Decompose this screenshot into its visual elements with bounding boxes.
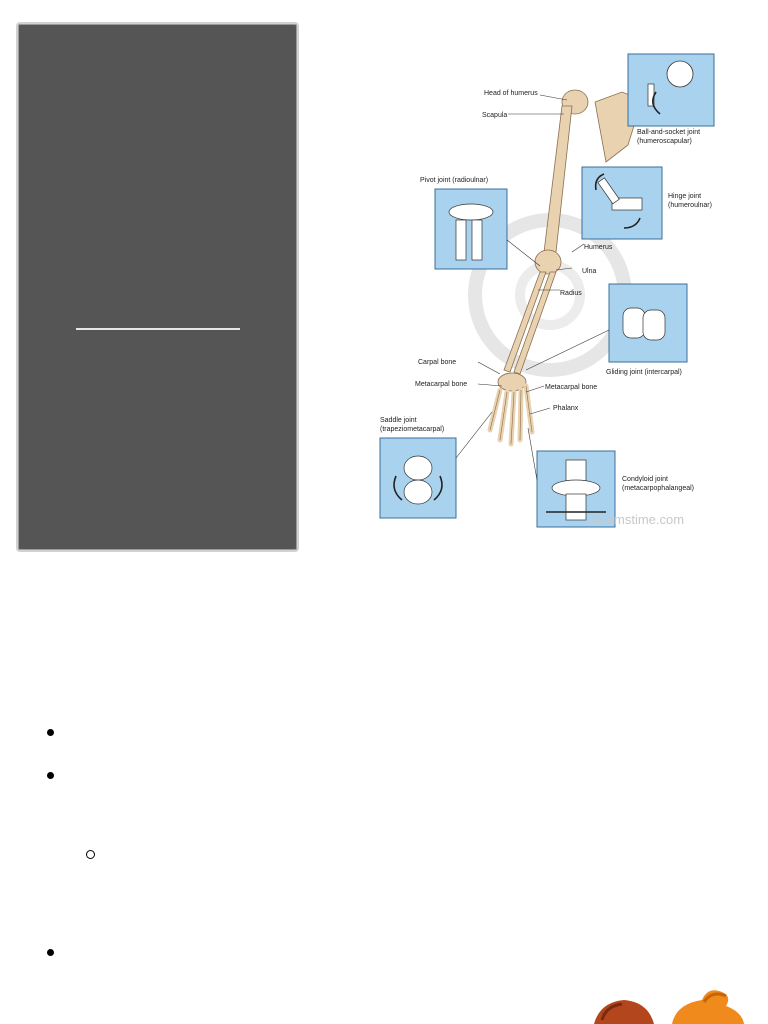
label-head-of-humerus: Head of humerus — [484, 90, 538, 97]
pivot-panel — [435, 189, 507, 269]
dark-placeholder-card — [16, 22, 299, 552]
label-phalanx: Phalanx — [553, 405, 579, 412]
label-ulna: Ulna — [582, 268, 597, 275]
list-bullet-3 — [47, 949, 54, 956]
label-metacarpal-left: Metacarpal bone — [415, 381, 468, 388]
label-carpal: Carpal bone — [418, 359, 457, 366]
arm-joints-illustration — [360, 40, 740, 540]
finger-bones — [490, 386, 532, 444]
cartoon-mascot-image — [580, 990, 760, 1024]
list-bullet-2 — [47, 772, 54, 779]
ball-socket-panel — [628, 54, 714, 126]
gliding-panel — [609, 284, 687, 362]
label-condyloid-sub: (metacarpophalangeal) — [622, 485, 694, 492]
elbow — [535, 250, 561, 274]
label-ball-socket: Ball-and-socket joint — [637, 129, 701, 136]
label-condyloid: Condyloid joint — [622, 476, 668, 483]
hinge-panel — [582, 167, 662, 239]
list-sub-bullet — [86, 850, 95, 859]
label-ball-socket-sub: (humeroscapular) — [637, 138, 692, 145]
label-radius: Radius — [560, 290, 582, 297]
label-saddle-sub: (trapeziometacarpal) — [380, 426, 445, 433]
label-metacarpal-right: Metacarpal bone — [545, 384, 598, 391]
label-hinge-sub: (humeroulnar) — [668, 202, 712, 209]
label-saddle: Saddle joint — [380, 417, 417, 424]
label-pivot: Pivot joint (radioulnar) — [420, 177, 489, 184]
humerus-shaft — [544, 106, 572, 252]
saddle-panel — [380, 438, 456, 518]
watermark-text: dreamstime.com — [588, 512, 685, 527]
label-scapula: Scapula — [482, 112, 508, 119]
list-bullet-1 — [47, 729, 54, 736]
card-divider — [76, 328, 240, 330]
label-gliding: Gliding joint (intercarpal) — [606, 369, 682, 376]
label-humerus: Humerus — [584, 244, 613, 251]
label-hinge: Hinge joint — [668, 193, 702, 200]
